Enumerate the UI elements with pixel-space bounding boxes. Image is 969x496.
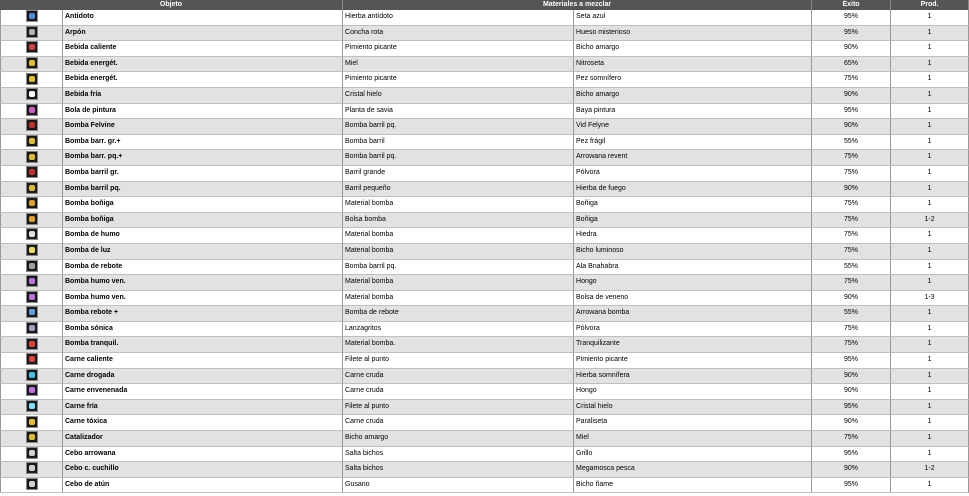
item-name: Bomba humo ven.	[63, 275, 343, 291]
production-qty: 1	[891, 260, 969, 276]
table-row	[0, 447, 969, 463]
production-qty: 1	[891, 88, 969, 104]
drink-icon	[26, 73, 38, 85]
item-name: Antídoto	[63, 10, 343, 26]
item-name: Carne tóxica	[63, 415, 343, 431]
table-row	[0, 244, 969, 260]
table-row	[0, 353, 969, 369]
production-qty: 1	[891, 104, 969, 120]
item-icon-cell	[0, 431, 63, 447]
production-qty: 1	[891, 228, 969, 244]
tranq-bomb-icon	[26, 338, 38, 350]
production-qty: 1	[891, 306, 969, 322]
material-1: Filete al punto	[343, 353, 574, 369]
item-icon-cell	[0, 213, 63, 229]
production-qty: 1	[891, 135, 969, 151]
material-2: Miel	[574, 431, 812, 447]
item-name: Bomba rebote +	[63, 306, 343, 322]
drink-icon	[26, 41, 38, 53]
barrel-bomb-icon	[26, 166, 38, 178]
poison-smoke-icon	[26, 275, 38, 287]
success-rate: 90%	[812, 41, 891, 57]
bounce-bomb-icon	[26, 306, 38, 318]
production-qty: 1	[891, 369, 969, 385]
item-icon-cell	[0, 306, 63, 322]
item-icon-cell	[0, 353, 63, 369]
success-rate: 75%	[812, 275, 891, 291]
item-name: Bomba barril gr.	[63, 166, 343, 182]
item-name: Bomba tranquil.	[63, 337, 343, 353]
success-rate: 90%	[812, 88, 891, 104]
success-rate: 75%	[812, 228, 891, 244]
material-1: Material bomba.	[343, 337, 574, 353]
item-icon-cell	[0, 88, 63, 104]
material-1: Bomba barril pq.	[343, 119, 574, 135]
material-2: Boñiga	[574, 213, 812, 229]
meat-icon	[26, 416, 38, 428]
item-icon-cell	[0, 462, 63, 478]
table-row	[0, 150, 969, 166]
material-2: Bicho ñame	[574, 478, 812, 494]
production-qty: 1	[891, 119, 969, 135]
item-name: Bomba humo ven.	[63, 291, 343, 307]
material-1: Material bomba	[343, 244, 574, 260]
production-qty: 1	[891, 400, 969, 416]
dung-bomb-icon	[26, 197, 38, 209]
table-row	[0, 119, 969, 135]
table-row	[0, 322, 969, 338]
production-qty: 1	[891, 353, 969, 369]
material-1: Bomba de rebote	[343, 306, 574, 322]
table-row	[0, 369, 969, 385]
material-2: Hiedra	[574, 228, 812, 244]
success-rate: 65%	[812, 57, 891, 73]
success-rate: 90%	[812, 291, 891, 307]
material-1: Filete al punto	[343, 400, 574, 416]
success-rate: 55%	[812, 135, 891, 151]
item-name: Bomba de rebote	[63, 260, 343, 276]
material-2: Paraliseta	[574, 415, 812, 431]
material-1: Barril pequeño	[343, 182, 574, 198]
table-row	[0, 275, 969, 291]
success-rate: 55%	[812, 306, 891, 322]
production-qty: 1	[891, 478, 969, 494]
item-name: Bebida energét.	[63, 57, 343, 73]
success-rate: 90%	[812, 369, 891, 385]
production-qty: 1	[891, 244, 969, 260]
production-qty: 1	[891, 431, 969, 447]
item-icon-cell	[0, 119, 63, 135]
material-1: Bomba barril pq.	[343, 260, 574, 276]
table-row	[0, 197, 969, 213]
item-icon-cell	[0, 400, 63, 416]
material-1: Material bomba	[343, 291, 574, 307]
material-1: Pimiento picante	[343, 41, 574, 57]
material-2: Vid Felyne	[574, 119, 812, 135]
bait-icon	[26, 447, 38, 459]
item-name: Bola de pintura	[63, 104, 343, 120]
harpoon-icon	[26, 26, 38, 38]
success-rate: 95%	[812, 400, 891, 416]
item-icon-cell	[0, 135, 63, 151]
bomb-icon	[26, 119, 38, 131]
table-row	[0, 26, 969, 42]
production-qty: 1	[891, 322, 969, 338]
item-name: Bomba boñiga	[63, 213, 343, 229]
production-qty: 1	[891, 447, 969, 463]
success-rate: 90%	[812, 415, 891, 431]
item-name: Bomba barr. gr.+	[63, 135, 343, 151]
material-1: Miel	[343, 57, 574, 73]
poison-smoke-icon	[26, 291, 38, 303]
material-2: Hierba de fuego	[574, 182, 812, 198]
material-1: Barril grande	[343, 166, 574, 182]
success-rate: 90%	[812, 462, 891, 478]
smoke-bomb-icon	[26, 228, 38, 240]
success-rate: 95%	[812, 353, 891, 369]
material-2: Ala Bnahabra	[574, 260, 812, 276]
header-objeto[interactable]: Objeto	[0, 0, 343, 10]
bait-icon	[26, 462, 38, 474]
item-icon-cell	[0, 415, 63, 431]
table-row	[0, 431, 969, 447]
table-row	[0, 462, 969, 478]
item-icon-cell	[0, 384, 63, 400]
header-exito[interactable]: Éxito	[812, 0, 891, 10]
material-1: Pimiento picante	[343, 72, 574, 88]
material-2: Cristal hielo	[574, 400, 812, 416]
production-qty: 1	[891, 10, 969, 26]
drink-icon	[26, 57, 38, 69]
table-row	[0, 291, 969, 307]
success-rate: 75%	[812, 322, 891, 338]
success-rate: 75%	[812, 213, 891, 229]
material-2: Hierba somnífera	[574, 369, 812, 385]
item-icon-cell	[0, 275, 63, 291]
production-qty: 1	[891, 182, 969, 198]
dung-bomb-icon	[26, 213, 38, 225]
material-2: Boñiga	[574, 197, 812, 213]
production-qty: 1	[891, 275, 969, 291]
material-1: Bolsa bomba	[343, 213, 574, 229]
material-2: Bicho luminoso	[574, 244, 812, 260]
item-icon-cell	[0, 150, 63, 166]
production-qty: 1	[891, 150, 969, 166]
material-2: Megamosca pesca	[574, 462, 812, 478]
material-2: Nitroseta	[574, 57, 812, 73]
table-row	[0, 41, 969, 57]
item-name: Bomba de luz	[63, 244, 343, 260]
item-icon-cell	[0, 260, 63, 276]
material-1: Material bomba	[343, 197, 574, 213]
item-name: Bomba barril pq.	[63, 182, 343, 198]
production-qty: 1	[891, 337, 969, 353]
material-2: Seta azul	[574, 10, 812, 26]
item-name: Arpón	[63, 26, 343, 42]
meat-icon	[26, 369, 38, 381]
item-icon-cell	[0, 104, 63, 120]
material-1: Lanzagritos	[343, 322, 574, 338]
success-rate: 95%	[812, 10, 891, 26]
table-row	[0, 10, 969, 26]
material-2: Baya pintura	[574, 104, 812, 120]
table-row	[0, 400, 969, 416]
material-1: Cristal hielo	[343, 88, 574, 104]
table-row	[0, 72, 969, 88]
item-icon-cell	[0, 57, 63, 73]
item-name: Bomba barr. pq.+	[63, 150, 343, 166]
material-2: Pez frágil	[574, 135, 812, 151]
item-icon-cell	[0, 197, 63, 213]
barrel-bomb-icon	[26, 151, 38, 163]
production-qty: 1-2	[891, 213, 969, 229]
item-name: Bomba boñiga	[63, 197, 343, 213]
item-icon-cell	[0, 72, 63, 88]
table-row	[0, 306, 969, 322]
item-name: Bomba Felvine	[63, 119, 343, 135]
item-icon-cell	[0, 322, 63, 338]
item-icon-cell	[0, 478, 63, 494]
item-name: Carne fría	[63, 400, 343, 416]
item-name: Cebo de atún	[63, 478, 343, 494]
header-prod[interactable]: Prod.	[891, 0, 969, 10]
table-row	[0, 384, 969, 400]
bounce-bomb-icon	[26, 260, 38, 272]
catalyst-icon	[26, 431, 38, 443]
production-qty: 1	[891, 72, 969, 88]
material-1: Concha rota	[343, 26, 574, 42]
item-icon-cell	[0, 166, 63, 182]
success-rate: 95%	[812, 26, 891, 42]
success-rate: 75%	[812, 431, 891, 447]
production-qty: 1	[891, 415, 969, 431]
production-qty: 1-3	[891, 291, 969, 307]
production-qty: 1	[891, 26, 969, 42]
item-name: Bomba sónica	[63, 322, 343, 338]
item-icon-cell	[0, 182, 63, 198]
item-name: Bomba de humo	[63, 228, 343, 244]
success-rate: 75%	[812, 166, 891, 182]
material-1: Carne cruda	[343, 415, 574, 431]
material-2: Bolsa de veneno	[574, 291, 812, 307]
material-2: Hueso misterioso	[574, 26, 812, 42]
material-2: Bicho amargo	[574, 41, 812, 57]
item-icon-cell	[0, 447, 63, 463]
material-2: Arrowana revent	[574, 150, 812, 166]
table-row	[0, 478, 969, 494]
success-rate: 55%	[812, 260, 891, 276]
table-row	[0, 415, 969, 431]
meat-icon	[26, 400, 38, 412]
item-name: Bebida energét.	[63, 72, 343, 88]
success-rate: 75%	[812, 72, 891, 88]
material-1: Material bomba	[343, 228, 574, 244]
table-row	[0, 57, 969, 73]
item-icon-cell	[0, 26, 63, 42]
meat-icon	[26, 353, 38, 365]
production-qty: 1	[891, 197, 969, 213]
material-2: Grillo	[574, 447, 812, 463]
item-icon-cell	[0, 244, 63, 260]
item-icon-cell	[0, 10, 63, 26]
material-2: Tranquilizante	[574, 337, 812, 353]
success-rate: 90%	[812, 384, 891, 400]
table-row	[0, 104, 969, 120]
success-rate: 95%	[812, 478, 891, 494]
material-1: Bomba barril pq.	[343, 150, 574, 166]
material-1: Hierba antídoto	[343, 10, 574, 26]
success-rate: 90%	[812, 182, 891, 198]
potion-icon	[26, 10, 38, 22]
table-row	[0, 213, 969, 229]
table-row	[0, 228, 969, 244]
item-name: Carne caliente	[63, 353, 343, 369]
item-name: Carne envenenada	[63, 384, 343, 400]
item-name: Cebo arrowana	[63, 447, 343, 463]
meat-icon	[26, 384, 38, 396]
table-row	[0, 88, 969, 104]
success-rate: 90%	[812, 119, 891, 135]
success-rate: 75%	[812, 337, 891, 353]
production-qty: 1	[891, 384, 969, 400]
material-2: Pólvora	[574, 166, 812, 182]
material-1: Salta bichos	[343, 462, 574, 478]
item-name: Carne drogada	[63, 369, 343, 385]
material-1: Bicho amargo	[343, 431, 574, 447]
flash-bomb-icon	[26, 244, 38, 256]
item-name: Bebida caliente	[63, 41, 343, 57]
item-name: Catalizador	[63, 431, 343, 447]
material-2: Pólvora	[574, 322, 812, 338]
item-icon-cell	[0, 291, 63, 307]
drink-icon	[26, 88, 38, 100]
material-1: Carne cruda	[343, 384, 574, 400]
material-2: Hongo	[574, 384, 812, 400]
barrel-bomb-icon	[26, 182, 38, 194]
production-qty: 1	[891, 57, 969, 73]
sonic-bomb-icon	[26, 322, 38, 334]
material-1: Gusano	[343, 478, 574, 494]
barrel-bomb-icon	[26, 135, 38, 147]
item-icon-cell	[0, 337, 63, 353]
material-1: Material bomba	[343, 275, 574, 291]
success-rate: 75%	[812, 197, 891, 213]
production-qty: 1	[891, 41, 969, 57]
material-1: Planta de savia	[343, 104, 574, 120]
material-2: Pimiento picante	[574, 353, 812, 369]
material-2: Hongo	[574, 275, 812, 291]
success-rate: 95%	[812, 104, 891, 120]
table-row	[0, 260, 969, 276]
table-row	[0, 166, 969, 182]
material-2: Arrowana bomba	[574, 306, 812, 322]
material-1: Salta bichos	[343, 447, 574, 463]
item-name: Cebo c. cuchillo	[63, 462, 343, 478]
success-rate: 75%	[812, 244, 891, 260]
paint-ball-icon	[26, 104, 38, 116]
table-row	[0, 135, 969, 151]
material-2: Pez somnífero	[574, 72, 812, 88]
header-row	[0, 0, 969, 10]
material-1: Carne cruda	[343, 369, 574, 385]
production-qty: 1-2	[891, 462, 969, 478]
item-name: Bebida fría	[63, 88, 343, 104]
item-icon-cell	[0, 41, 63, 57]
material-1: Bomba barril	[343, 135, 574, 151]
production-qty: 1	[891, 166, 969, 182]
bait-icon	[26, 478, 38, 490]
item-icon-cell	[0, 369, 63, 385]
material-2: Bicho amargo	[574, 88, 812, 104]
table-row	[0, 182, 969, 198]
success-rate: 95%	[812, 447, 891, 463]
success-rate: 75%	[812, 150, 891, 166]
header-materiales[interactable]: Materiales a mezclar	[343, 0, 812, 10]
item-icon-cell	[0, 228, 63, 244]
table-row	[0, 337, 969, 353]
